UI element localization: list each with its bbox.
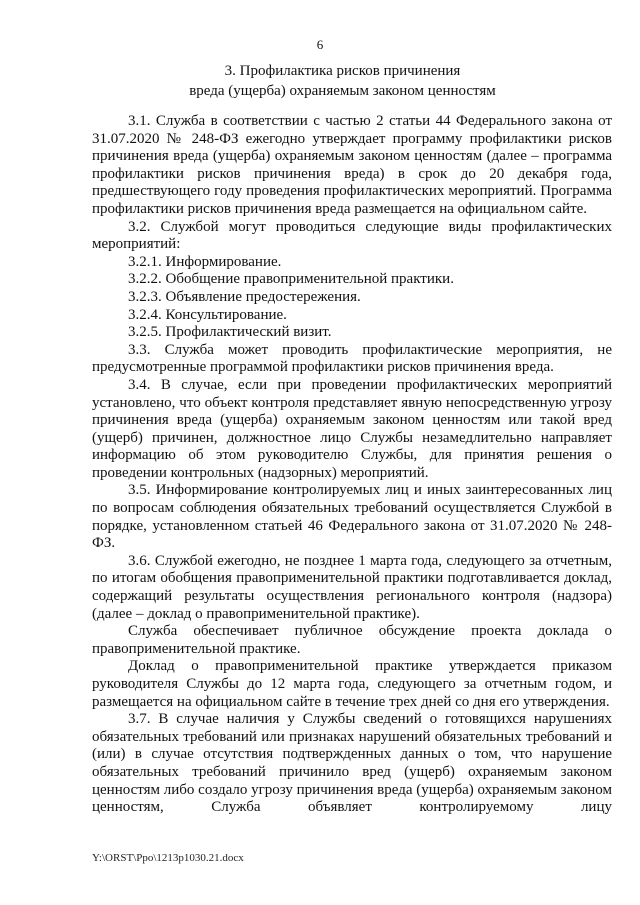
paragraph-public-discussion: Служба обеспечивает публичное обсуждение проекта доклада о правоприменительной практике.	[92, 623, 612, 657]
paragraph-3-2: 3.2. Службой могут проводиться следующие виды профилактических мероприятий:	[92, 218, 612, 253]
paragraph-3-7: 3.7. В случае наличия у Службы сведений о готовящихся нарушениях обязательных требований или признаках нарушений обязательных требований и (или) в случае отсутствия подтвержденных данных о том, что нарушение обязательных требований причинило вред (ущерб) охраняемым законом ценностям либо создало угрозу причинения вреда (ущерба) охраняемым законом ценностям, Служба объявляет контролируемому лицу	[92, 711, 613, 816]
paragraph-3-1: 3.1. Служба в соответствии с частью 2 статьи 44 Федерального закона от 31.07.2020 № 248-ФЗ ежегодно утверждает программу профилактики рисков причинения вреда (ущерба) охраняемым законом ценностям (далее – программа профилактики рисков причинения вреда) в срок до 20 декабря года, предшествующего году проведения профилактических мероприятий. Программа профилактики рисков причинения вреда размещается на официальном сайте.	[92, 113, 612, 217]
paragraph-3-5: 3.5. Информирование контролируемых лиц и иных заинтересованных лиц по вопросам соблюдения обязательных требований осуществляется Службой в порядке, установленном статьей 46 Федерального закона от 31.07.2020 № 248-ФЗ.	[92, 482, 612, 552]
page-number: 6	[316, 37, 324, 52]
paragraph-3-2-3: 3.2.3. Объявление предостережения.	[128, 288, 361, 305]
document-body	[92, 113, 612, 817]
document-file-path: Y:\ORST\Ppo\1213p1030.21.docx	[92, 852, 244, 864]
paragraph-3-2-1: 3.2.1. Информирование.	[128, 253, 282, 270]
paragraph-3-2-4: 3.2.4. Консультирование.	[128, 306, 287, 323]
section-heading-line-2: вреда (ущерба) охраняемым законом ценностям	[189, 82, 496, 99]
section-heading-line-1: 3. Профилактика рисков причинения	[224, 63, 461, 79]
paragraph-3-3: 3.3. Служба может проводить профилактические мероприятия, не предусмотренные программой профилактики рисков причинения вреда.	[92, 341, 612, 376]
paragraph-3-4: 3.4. В случае, если при проведении профилактических мероприятий установлено, что объект контроля представляет явную непосредственную угрозу причинения вреда (ущерба) охраняемым законом ценностям или такой вред (ущерб) причинен, должностное лицо Службы незамедлительно направляет информацию об этом руководителю Службы, для принятия решения о проведении контрольных (надзорных) мероприятий.	[92, 376, 612, 481]
paragraph-3-6: 3.6. Службой ежегодно, не позднее 1 марта года, следующего за отчетным, по итогам обобщения правоприменительной практики подготавливается доклад, содержащий результаты осуществления регионального контроля (надзора) (далее – доклад о правоприменительной практике).	[92, 552, 612, 622]
paragraph-3-2-5: 3.2.5. Профилактический визит.	[128, 324, 332, 341]
section-heading	[70, 62, 615, 101]
paragraph-report-approval: Доклад о правоприменительной практике утверждается приказом руководителя Службы до 12 марта года, следующего за отчетным годом, и размещается на официальном сайте в течение трех дней со дня его утверждения.	[92, 658, 612, 710]
paragraph-3-2-2: 3.2.2. Обобщение правоприменительной практики.	[128, 271, 454, 288]
